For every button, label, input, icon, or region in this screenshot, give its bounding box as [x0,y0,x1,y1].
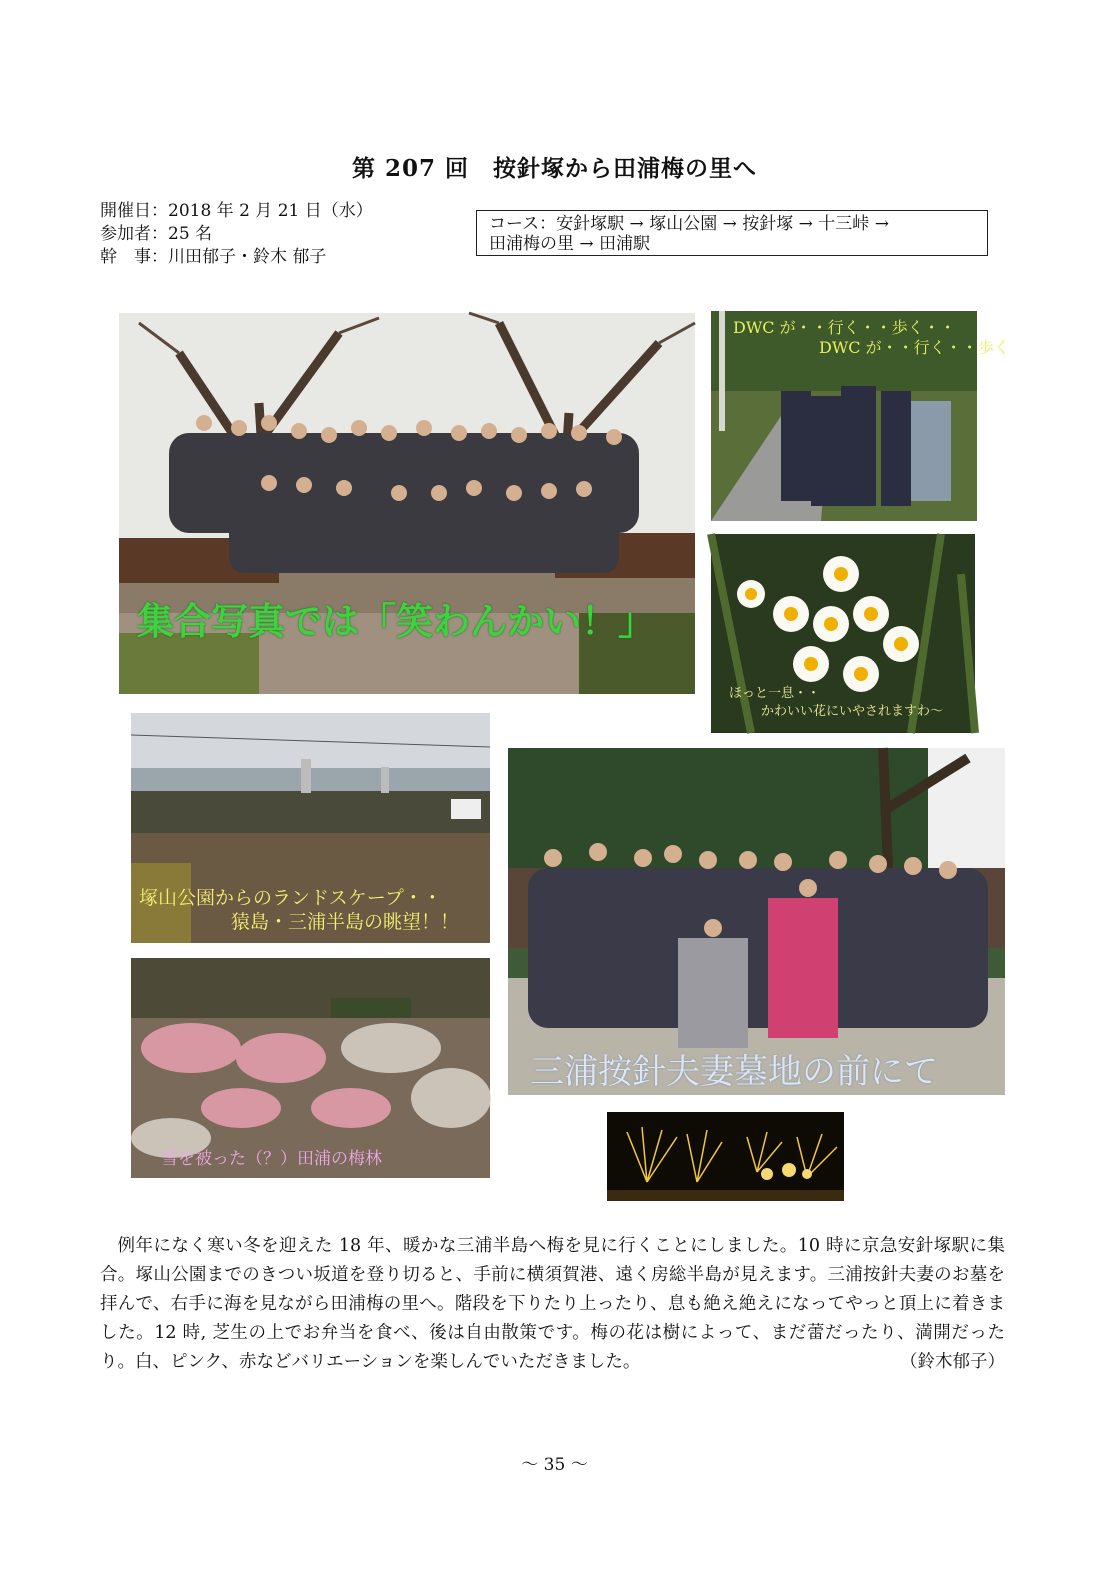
course-line-1: コース：安針塚駅 → 塚山公園 → 按針塚 → 十三峠 → [489,214,889,234]
landscape-photo-caption-1: 塚山公園からのランドスケープ・・ [139,887,442,909]
course-box [476,210,988,256]
course-line-2: 田浦梅の里 → 田浦駅 [489,234,651,254]
author-name: （鈴木郁子） [900,1352,1005,1372]
fireworks-image [607,1112,844,1201]
event-date: 開催日：2018 年 2 月 21 日（水） [100,201,373,221]
plum-grove-photo [131,958,490,1178]
walking-photo-caption-1: DWC が・・行く・・歩く・・ [733,318,956,337]
flower-photo-caption-2: かわいい花にいやされますわ～ [761,704,944,719]
event-participants: 参加者：25 名 [100,224,213,244]
grave-group-photo [508,748,1005,1095]
group-photo [119,313,695,694]
walking-photo [711,311,1010,521]
landscape-photo [131,713,490,943]
group-photo-caption: 集合写真では「笑わんかい！」 [137,599,655,643]
body-paragraph: 例年になく寒い冬を迎えた 18 年、暖かな三浦半島へ梅を見に行くことにしました。10 時に京急安針塚駅に集合。塚山公園までのきつい坂道を登り切ると、手前に横須賀港、遠く房総半島が見えます。三浦按針夫妻のお墓を拝んで、右手に海を見ながら田浦梅の里へ。階段を下りたり上ったり、息も絶え絶えになってやっと頂上に着きました。12 時, 芝生の上でお弁当を食べ、後は自由散策です。梅の花は樹によって、まだ蕾だったり、満開だったり。白、ピンク、赤などバリエーションを楽しんでいただきました。 [100,1236,1005,1372]
grave-group-photo-caption: 三浦按針夫妻墓地の前にて [530,1052,938,1092]
plum-grove-photo-caption: 雪を被った（？）田浦の梅林 [161,1149,382,1169]
event-organizers: 幹 事：川田郁子・鈴木 郁子 [100,247,327,267]
landscape-photo-caption-2: 猿島・三浦半島の眺望！！ [231,911,460,933]
event-info [100,200,373,269]
flower-photo-caption-1: ほっと一息・・ [729,686,821,701]
page-number: ～ 35 ～ [521,1455,588,1475]
page-title: 第 207 回 按針塚から田浦梅の里へ [351,155,758,182]
flower-photo [711,534,975,733]
walking-photo-caption-2: DWC が・・行く・・歩く [819,338,1010,357]
body-text [100,1232,1005,1377]
